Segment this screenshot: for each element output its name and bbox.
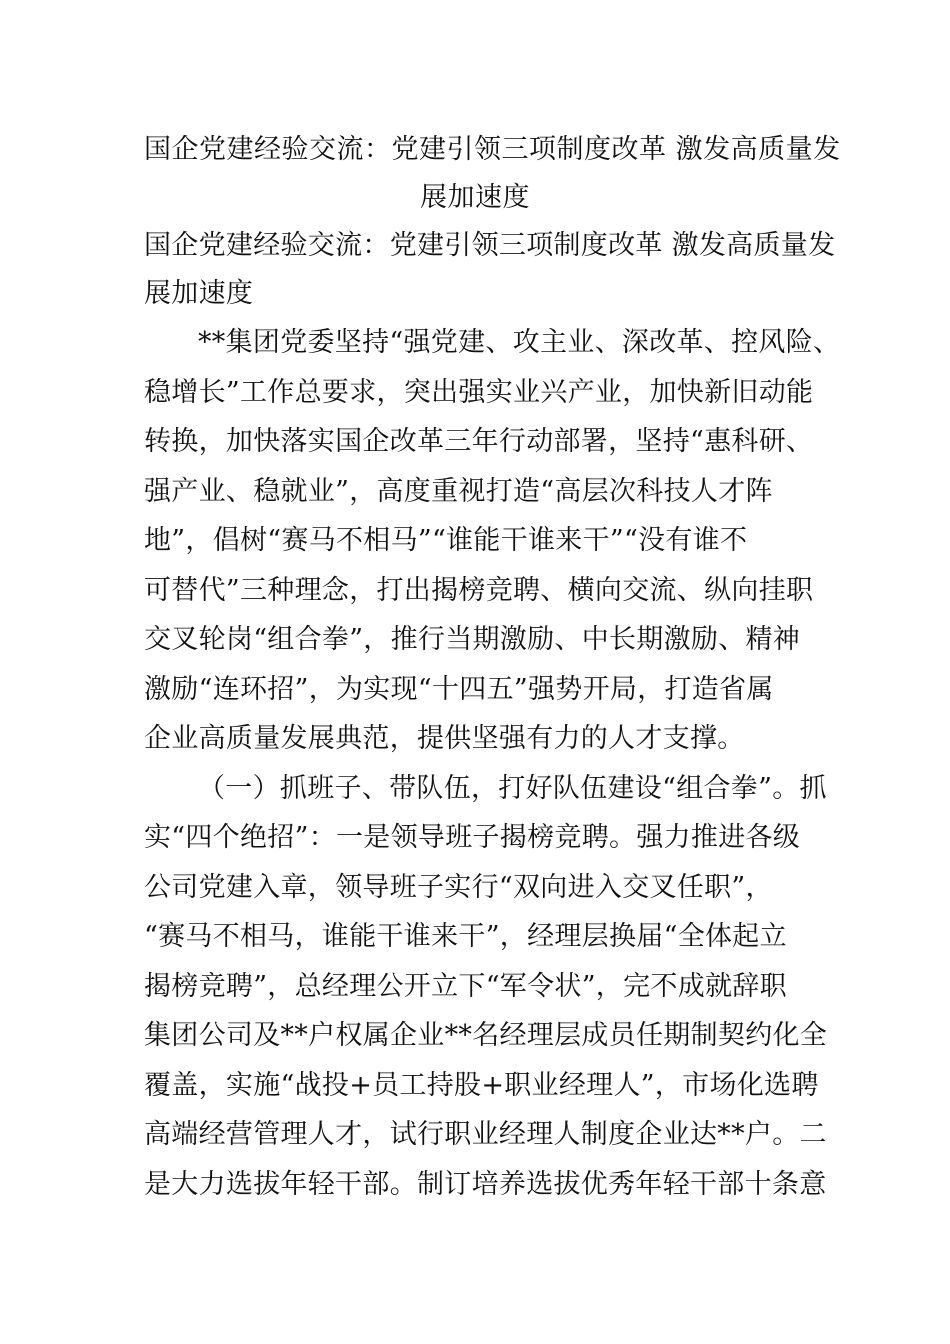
subtitle-line: 国企党建经验交流：党建引领三项制度改革 激发高质量发: [144, 230, 836, 261]
title-line: 展加速度: [420, 182, 530, 213]
paragraph-line: 转换，加快落实国企改革三年行动部署，坚持“惠科研、: [144, 426, 814, 457]
paragraph-line: 揭榜竞聘”，总经理公开立下“军令状”，完不成就辞职: [144, 970, 787, 1002]
paragraph-line: 是大力选拔年轻干部。制订培养选拔优秀年轻干部十条意: [144, 1168, 827, 1200]
document-title: [144, 126, 841, 222]
paragraph-line: （一）抓班子、带队伍，打好队伍建设“组合拳”。抓: [198, 772, 827, 804]
paragraph-line: 激励“连环招”，为实现“十四五”强势开局，打造省属: [144, 673, 774, 705]
body-paragraph: [144, 318, 841, 764]
paragraph-line: 实“四个绝招”：一是领导班子揭榜竞聘。强力推进各级: [144, 822, 801, 853]
paragraph-line: 高端经营管理人才，试行职业经理人制度企业达**户。二: [144, 1119, 827, 1150]
paragraph-line: 稳增长”工作总要求，突出强实业兴产业，加快新旧动能: [144, 376, 814, 408]
paragraph-line: 可替代”三种理念，打出揭榜竞聘、横向交流、纵向挂职: [144, 574, 814, 606]
title-line: 国企党建经验交流：党建引领三项制度改革 激发高质量发: [144, 134, 841, 165]
paragraph-line: 交叉轮岗“组合拳”，推行当期激励、中长期激励、精神: [144, 624, 801, 655]
body-paragraph: [144, 764, 828, 1210]
paragraph-line: 覆盖，实施“战投+员工持股+职业经理人”，市场化选聘: [144, 1069, 819, 1101]
paragraph-line: 强产业、稳就业”，高度重视打造“高层次科技人才阵: [144, 475, 773, 507]
paragraph-line: 集团公司及**户权属企业**名经理层成员任期制契约化全: [144, 1020, 828, 1051]
paragraph-line: **集团党委坚持“强党建、攻主业、深改革、控风险、: [198, 327, 841, 358]
paragraph-line: 公司党建入章，领导班子实行“双向进入交叉任职”，: [144, 871, 773, 903]
document-subtitle: [144, 222, 836, 318]
paragraph-line: 企业高质量发展典范，提供坚强有力的人才支撑。: [144, 723, 745, 754]
subtitle-line: 展加速度: [144, 278, 254, 309]
paragraph-line: 地”，倡树“赛马不相马”“谁能干谁来干”“没有谁不: [144, 525, 748, 556]
document-body: [144, 126, 841, 1209]
paragraph-line: “赛马不相马，谁能干谁来干”，经理层换届“全体起立: [144, 921, 787, 952]
